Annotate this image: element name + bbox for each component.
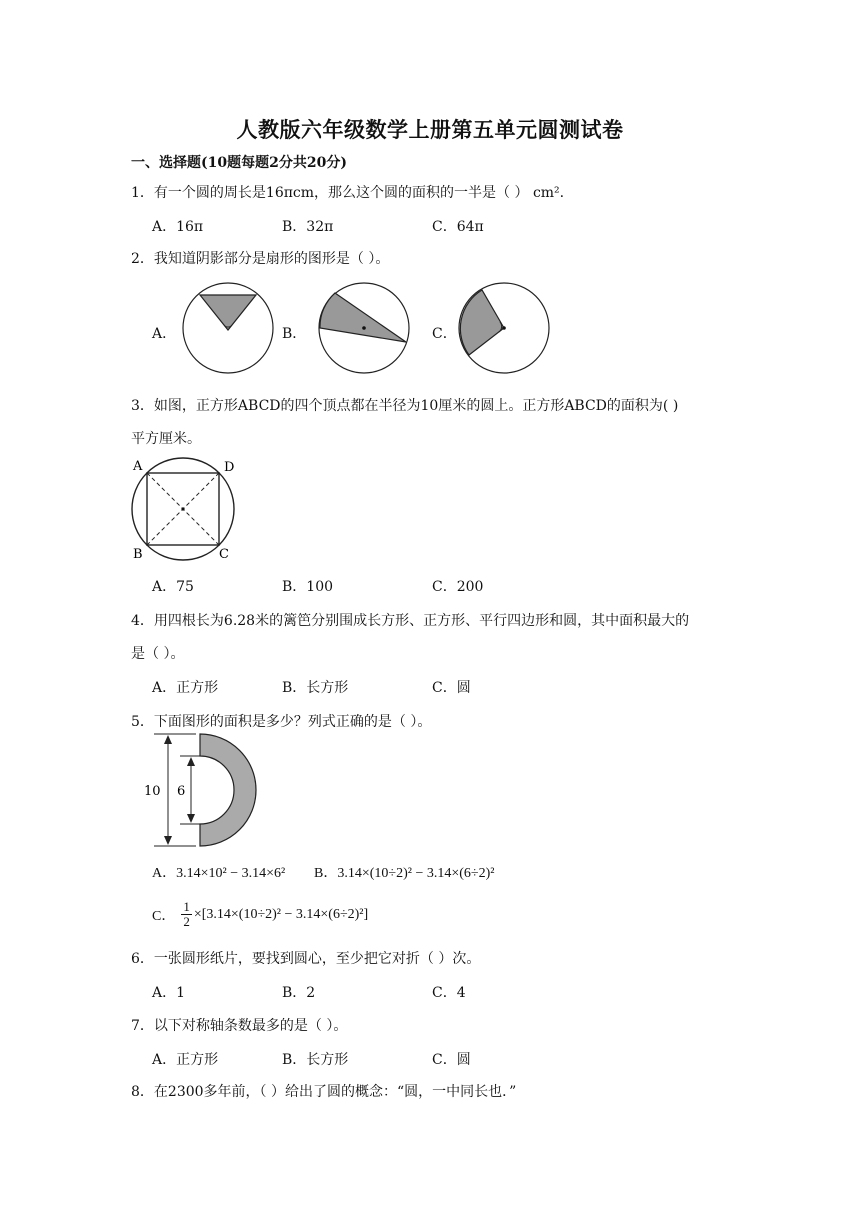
question-7-text: 7．以下对称轴条数最多的是（ ）。: [131, 1018, 348, 1034]
q5-option-c-fraction: $\frac{1}{2}$: [183, 899, 190, 929]
q3-option-b: B．100: [282, 579, 334, 595]
q1-option-a: A．16π: [152, 219, 204, 235]
vertex-label-d: D: [224, 460, 235, 475]
q2-label-a: A．: [152, 326, 177, 342]
q2-figure-a: [178, 282, 278, 374]
section-heading: 一、选择题(10题每题2分共20分): [131, 155, 347, 171]
q5-outer-dimension: 10: [144, 784, 161, 799]
q2-label-c: C．: [432, 326, 457, 342]
vertex-label-a: A: [133, 459, 143, 474]
vertex-label-c: C: [219, 547, 229, 562]
q5-inner-dimension: 6: [177, 784, 186, 799]
q2-figure-c: [456, 282, 552, 374]
q1-option-c: C．64π: [432, 219, 484, 235]
question-1-text: 1．有一个圆的周长是16πcm，那么这个圆的面积的一半是（ ） cm².: [131, 185, 565, 201]
q4-option-b: B．长方形: [282, 680, 349, 696]
q5-option-a: A．3.14×10² − 3.14×6²: [152, 866, 286, 881]
q3-option-c: C．200: [432, 579, 484, 595]
q4-option-a: A．正方形: [152, 680, 219, 696]
q7-option-a: A．正方形: [152, 1052, 219, 1068]
question-5-text: 5．下面图形的面积是多少？列式正确的是（ ）。: [131, 714, 432, 730]
q6-option-b: B．2: [282, 985, 316, 1001]
q7-option-b: B．长方形: [282, 1052, 349, 1068]
q5-option-b: B．3.14×(10÷2)² − 3.14×(6÷2)²: [314, 866, 495, 881]
q2-figure-b: [316, 282, 412, 374]
question-2-text: 2．我知道阴影部分是扇形的图形是（ ）。: [131, 251, 390, 267]
page-title: 人教版六年级数学上册第五单元圆测试卷: [236, 117, 624, 142]
q6-option-a: A．1: [152, 985, 186, 1001]
q1-option-b: B．32π: [282, 219, 334, 235]
q4-option-c: C．圆: [432, 680, 471, 696]
question-3-text-line1: 3．如图，正方形ABCD的四个顶点都在半径为10厘米的圆上。正方形ABCD的面积为( ): [131, 398, 679, 414]
q6-option-c: C．4: [432, 985, 466, 1001]
vertex-label-b: B: [133, 547, 143, 562]
q2-label-b: B．: [282, 326, 307, 342]
q7-option-c: C．圆: [432, 1052, 471, 1068]
q3-figure-square-in-circle: [128, 456, 244, 564]
q5-figure-half-ring: [140, 730, 270, 852]
q5-option-c: C． $\frac{1}{2}$ ×[3.14×(10÷2)² − 3.14×(6÷2)²]: [152, 899, 369, 929]
question-8-text: 8．在2300多年前，（ ）给出了圆的概念：“圆，一中同长也．”: [131, 1084, 517, 1100]
question-3-text-line2: 平方厘米。: [131, 431, 201, 447]
question-4-text-line2: 是（ ）。: [131, 646, 185, 662]
question-4-text-line1: 4．用四根长为6.28米的篱笆分别围成长方形、正方形、平行四边形和圆，其中面积最大的: [131, 613, 690, 629]
question-6-text: 6．一张圆形纸片，要找到圆心，至少把它对折（ ）次。: [131, 951, 481, 967]
q3-option-a: A．75: [152, 579, 194, 595]
